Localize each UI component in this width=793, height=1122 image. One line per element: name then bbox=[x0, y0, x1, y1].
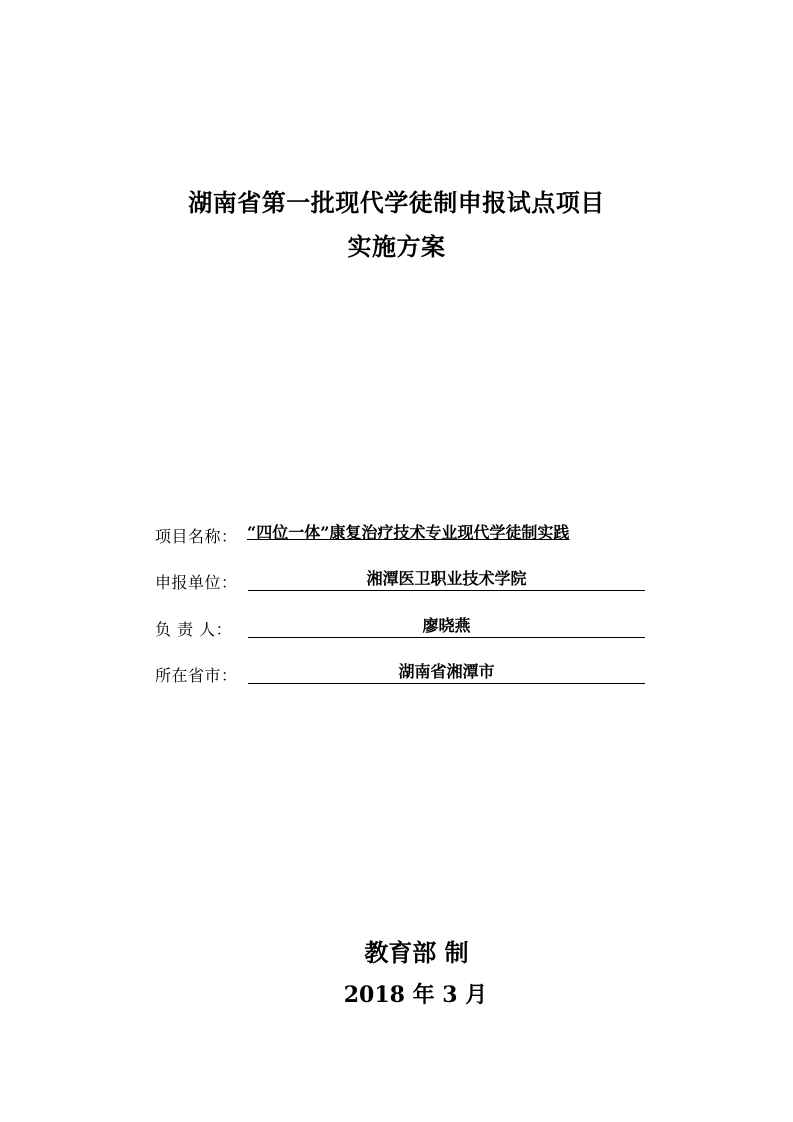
field-location bbox=[155, 659, 645, 687]
date-line: 2018 年 3 月 bbox=[343, 982, 488, 1008]
field-label-project-name: 项目名称： bbox=[155, 527, 238, 546]
document-title-line-1: 湖南省第一批现代学徒制申报试点项目 bbox=[188, 188, 605, 217]
field-label-location: 所在省市： bbox=[155, 666, 238, 685]
field-value-project-name: “四位一体”康复治疗技术专业现代学徒制实践 bbox=[247, 523, 570, 542]
field-label-applicant-unit: 申报单位： bbox=[155, 573, 238, 592]
document-title-line-2: 实施方案 bbox=[347, 232, 446, 261]
issuer-line: 教育部 制 bbox=[364, 938, 469, 967]
field-person-in-charge bbox=[155, 613, 645, 641]
field-value-applicant-unit: 湘潭医卫职业技术学院 bbox=[248, 566, 645, 591]
field-label-person-in-charge: 负 责 人： bbox=[155, 620, 233, 639]
field-value-person-in-charge: 廖晓燕 bbox=[248, 613, 645, 638]
field-applicant-unit bbox=[155, 566, 645, 594]
field-value-location: 湖南省湘潭市 bbox=[248, 659, 645, 684]
field-project-name bbox=[155, 520, 645, 548]
